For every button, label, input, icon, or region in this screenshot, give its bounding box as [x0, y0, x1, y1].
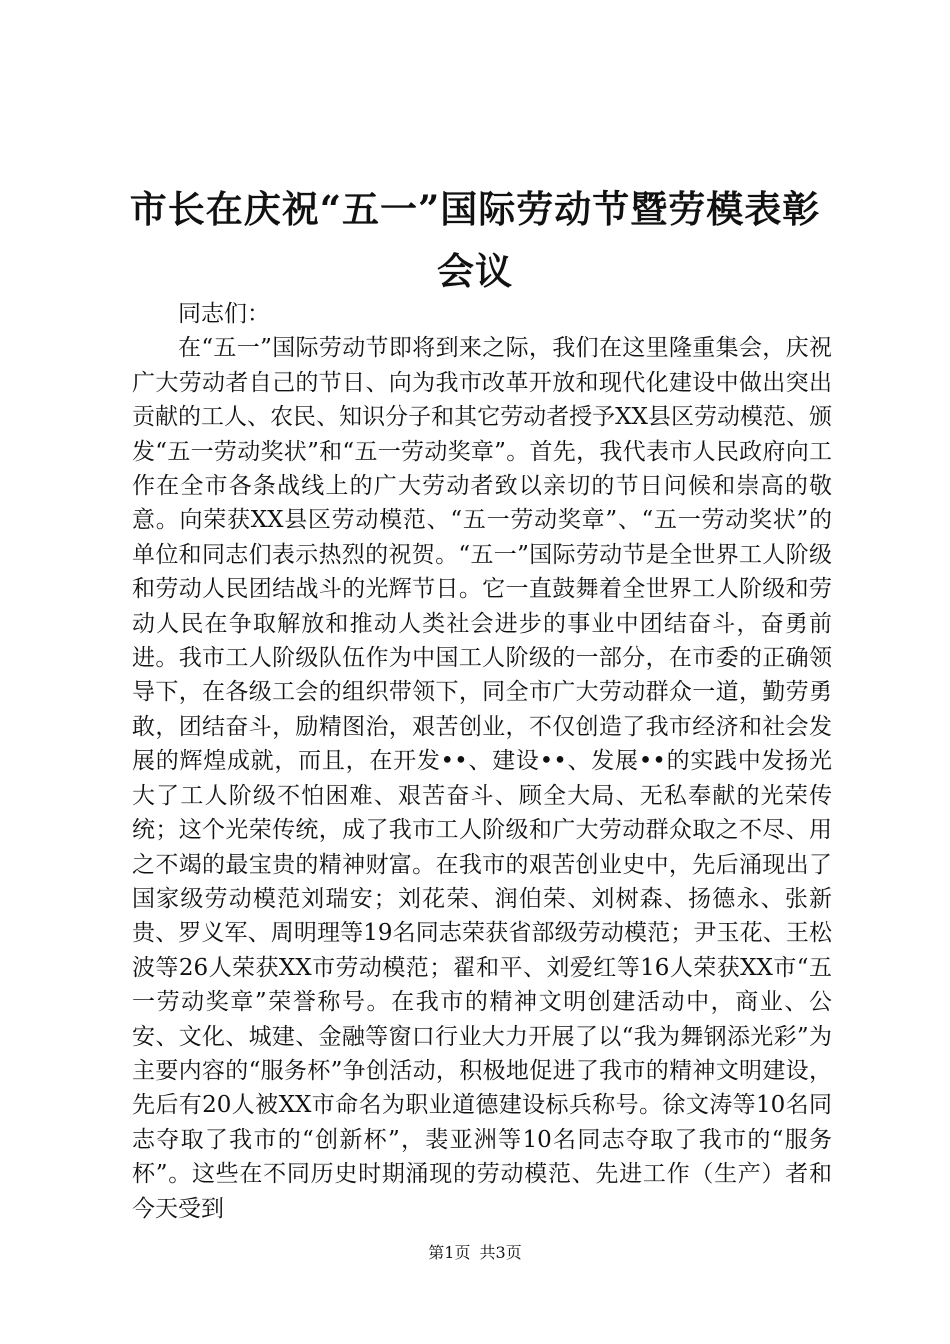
document-title: 市长在庆祝“五一”国际劳动节暨劳模表彰会议: [129, 187, 821, 293]
body-paragraph: 在“五一”国际劳动节即将到来之际，我们在这里隆重集会，庆祝广大劳动者自己的节日、向为我市改革开放和现代化建设中做出突出贡献的工人、农民、知识分子和其它劳动者授予XX县区劳动模范、颁发“五一劳动奖状”和“五一劳动奖章”。首先，我代表市人民政府向工作在全市各条战线上的广大劳动者致以亲切的节日问候和崇高的敬意。向荣获XX县区劳动模范、“五一劳动奖章”、“五一劳动奖状”的单位和同志们表示热烈的祝贺。“五一”国际劳动节是全世界工人阶级和劳动人民团结战斗的光辉节日。它一直鼓舞着全世界工人阶级和劳动人民在争取解放和推动人类社会进步的事业中团结奋斗，奋勇前进。我市工人阶级队伍作为中国工人阶级的一部分，在市委的正确领导下，在各级工会的组织带领下，同全市广大劳动群众一道，勤劳勇敢，团结奋斗，励精图治，艰苦创业，不仅创造了我市经济和社会发展的辉煌成就，而且，在开发••、建设••、发展••的实践中发扬光大了工人阶级不怕困难、艰苦奋斗、顾全大局、无私奉献的光荣传统；这个光荣传统，成了我市工人阶级和广大劳动群众取之不尽、用之不竭的最宝贵的精神财富。在我市的艰苦创业史中，先后涌现出了国家级劳动模范刘瑞安；刘花荣、润伯荣、刘树森、扬德永、张新贵、罗义军、周明理等19名同志荣获省部级劳动模范；尹玉花、王松波等26人荣获XX市劳动模范；翟和平、刘爱红等16人荣获XX市“五一劳动奖章”荣誉称号。在我市的精神文明创建活动中，商业、公安、文化、城建、金融等窗口行业大力开展了以“我为舞钢添光彩”为主要内容的“服务杯”争创活动，积极地促进了我市的精神文明建设，先后有20人被XX市命名为职业道德建设标兵称号。徐文涛等10名同志夺取了我市的“创新杯”，裴亚洲等10名同志夺取了我市的“服务杯”。这些在不同历史时期涌现的劳动模范、先进工作（生产）者和今天受到: [132, 335, 833, 1222]
page-number-total: 共3页: [479, 1243, 522, 1262]
page-number-current: 第1页: [428, 1243, 471, 1262]
document-body: [132, 297, 832, 1226]
salutation: 同志们：: [178, 301, 270, 327]
page-footer: [0, 1243, 950, 1263]
